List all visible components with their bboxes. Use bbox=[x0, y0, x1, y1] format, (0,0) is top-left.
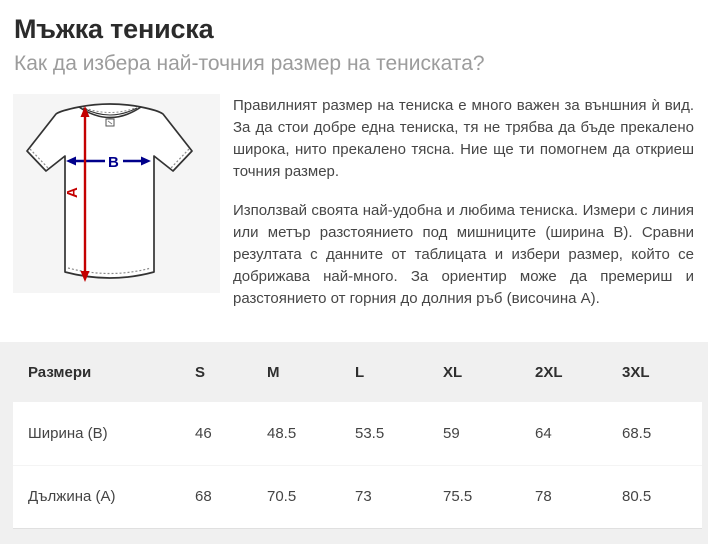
length-value-s: 68 bbox=[180, 465, 252, 528]
width-row-label: Ширина (B) bbox=[28, 424, 108, 442]
length-value-2xl: 78 bbox=[520, 465, 607, 528]
page-header bbox=[0, 0, 708, 76]
width-value-2xl: 64 bbox=[535, 424, 552, 442]
content-row bbox=[0, 94, 708, 327]
length-value-m: 70.5 bbox=[252, 465, 340, 528]
size-column-header-m: M bbox=[267, 363, 280, 381]
tshirt-measurement-diagram bbox=[13, 94, 220, 293]
width-value-xl: 59 bbox=[443, 424, 460, 442]
length-row bbox=[13, 465, 702, 528]
tshirt-diagram-svg bbox=[13, 94, 220, 293]
height-label: A bbox=[64, 187, 81, 198]
size-column-header-l: L bbox=[355, 363, 365, 381]
width-label: B bbox=[108, 154, 119, 171]
tshirt-outline bbox=[27, 104, 192, 278]
size-column-header-xl: XL bbox=[443, 363, 463, 381]
size-column-header-2xl: 2XL bbox=[535, 363, 563, 381]
size-table-section bbox=[0, 342, 708, 544]
page-title: Мъжка тениска bbox=[14, 14, 214, 44]
width-value-s: 46 bbox=[195, 424, 212, 442]
length-value-3xl: 80.5 bbox=[607, 465, 702, 528]
width-value-m: 48.5 bbox=[267, 424, 297, 442]
length-value-xl: 75.5 bbox=[428, 465, 520, 528]
size-table-header-row bbox=[13, 342, 702, 402]
intro-text bbox=[233, 95, 694, 327]
intro-paragraph-2: Използвай своята най-удобна и любима тениска. Измери с линия или метър разстоянието под мишниците (ширина B). Сравни резултата с данните от таблицата и избери размер, който се добрижава най-много. За ориентир може да премериш и разстоянието от горния до долния ръб (височина A). bbox=[233, 202, 694, 307]
intro-paragraph-1: Правилният размер на тениска е много важен за външния ѝ вид. За да стои добре една тениска, тя не трябва да бъде прекалено широка, нито прекалено тясна. Ние ще ти помогнем да откриеш точния размер. bbox=[233, 97, 694, 180]
size-column-header-3xl: 3XL bbox=[622, 363, 650, 381]
width-value-l: 53.5 bbox=[355, 424, 385, 442]
size-table-header-label: Размери bbox=[28, 363, 92, 381]
length-value-l: 73 bbox=[340, 465, 428, 528]
page-subtitle: Как да избера най-точния размер на тениската? bbox=[14, 52, 485, 75]
width-value-3xl: 68.5 bbox=[622, 424, 652, 442]
size-column-header-s: S bbox=[195, 363, 206, 381]
length-row-label: Дължина (A) bbox=[13, 465, 180, 528]
width-row bbox=[13, 402, 702, 465]
size-table bbox=[13, 342, 702, 529]
